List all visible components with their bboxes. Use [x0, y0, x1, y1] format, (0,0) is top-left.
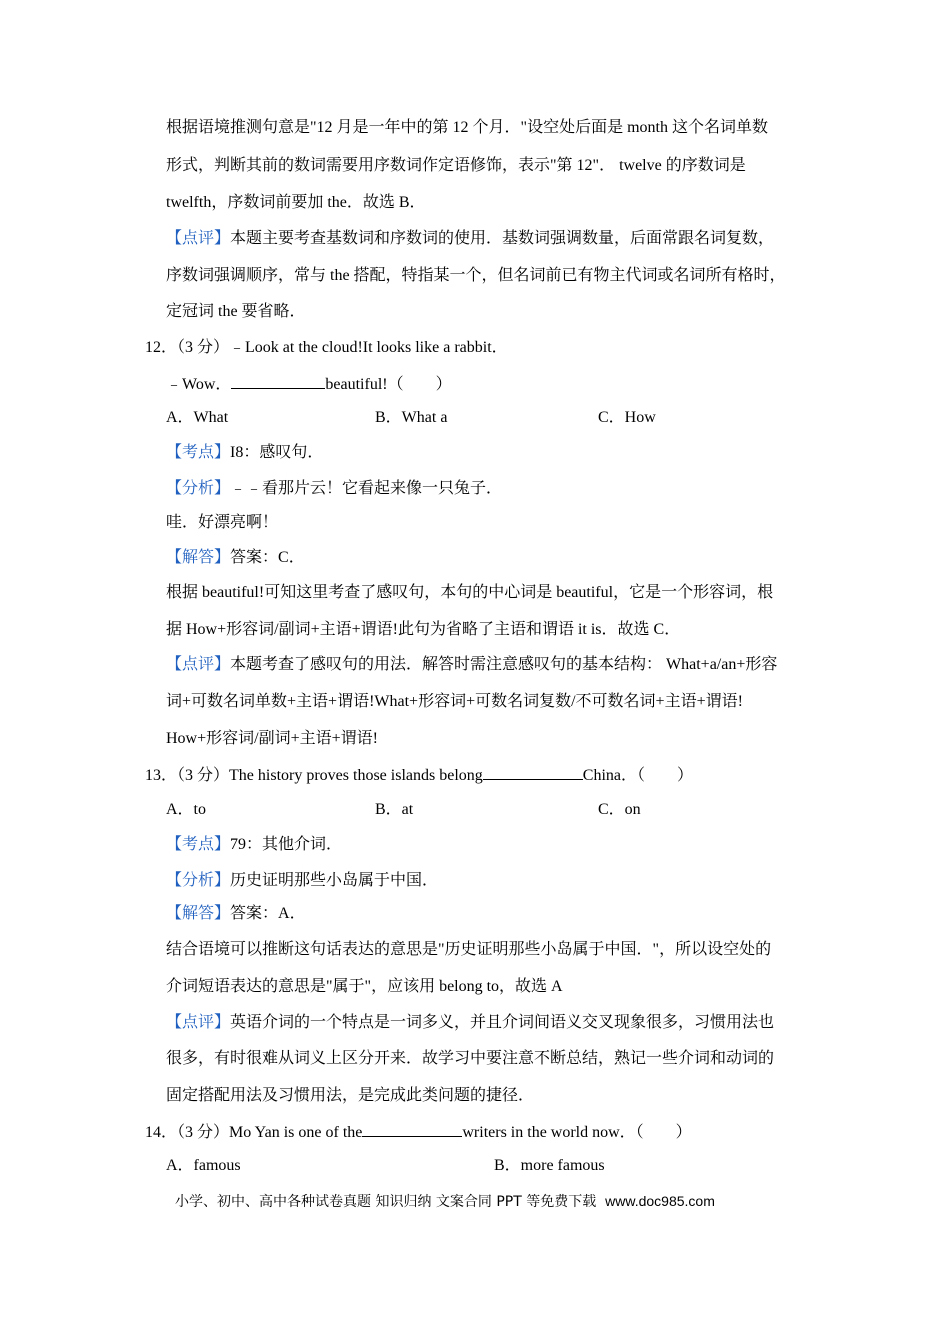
jieda-text: 答案：A． [230, 905, 306, 922]
q11-explain-line2: 形式，判断其前的数词需要用序数词作定语修饰，表示"第 12"． twelve 的序数词是 [166, 157, 746, 174]
kaodian-tag: 【考点】 [166, 836, 231, 853]
stem-post: beautiful!（ ） [325, 376, 452, 393]
q13-stem [145, 764, 693, 786]
answer-blank [483, 764, 583, 780]
q11-comment-line2: 序数词强调顺序，常与 the 搭配，特指某一个，但名词前已有物主代词或名词所有格时， [166, 267, 786, 284]
q11-comment [166, 229, 774, 249]
question-number: 13． [145, 767, 178, 784]
fenxi-text: ﹣﹣看那片云！它看起来像一只兔子． [230, 480, 503, 497]
question-number: 14． [145, 1124, 178, 1141]
question-score: （3 分） [177, 1124, 230, 1141]
q12-fenxi [166, 479, 502, 499]
jieda-tag: 【解答】 [166, 549, 231, 566]
q13-explain-line1: 结合语境可以推断这句话表达的意思是"历史证明那些小岛属于中国．"，所以设空处的 [166, 941, 772, 958]
comment-tag: 【点评】 [166, 656, 231, 673]
q11-comment-line3: 定冠词 the 要省略． [166, 303, 306, 320]
question-score: （3 分） [177, 767, 230, 784]
q12-explain-line2: 据 How+形容词/副词+主语+谓语!此句为省略了主语和谓语 it is．故选 C． [166, 621, 681, 638]
comment-tag: 【点评】 [166, 1014, 231, 1031]
q13-option-c: C．on [598, 801, 641, 818]
answer-blank [231, 373, 325, 389]
fenxi-text: 历史证明那些小岛属于中国． [230, 872, 439, 889]
q14-stem [145, 1121, 692, 1143]
kaodian-text: I8：感叹句． [230, 444, 324, 461]
q13-comment-line3: 固定搭配用法及习惯用法，是完成此类问题的捷径． [166, 1087, 535, 1104]
q13-kaodian [166, 835, 342, 855]
jieda-tag: 【解答】 [166, 905, 231, 922]
jieda-text: 答案：C． [230, 549, 305, 566]
fenxi-tag: 【分析】 [166, 872, 231, 889]
q13-explain-line2: 介词短语表达的意思是"属于"，应该用 belong to，故选 A [166, 978, 563, 995]
q13-option-b: B．at [375, 801, 414, 818]
q12-explain-line1: 根据 beautiful!可知这里考查了感叹句，本句的中心词是 beautiful，它是一个形容词，根 [166, 584, 774, 601]
q12-stem [145, 338, 508, 358]
fenxi-tag: 【分析】 [166, 480, 231, 497]
comment-tag: 【点评】 [166, 230, 231, 247]
question-text: ﹣Look at the cloud!It looks like a rabbit． [229, 339, 508, 356]
comment-text: 英语介词的一个特点是一词多义，并且介词间语义交叉现象很多，习惯用法也 [230, 1014, 775, 1031]
q13-jieda [166, 904, 306, 924]
q12-comment [166, 655, 777, 675]
q12-option-c: C．How [598, 409, 656, 426]
q14-option-a: A．famous [166, 1157, 241, 1174]
stem-pre: ﹣Wow． [166, 376, 232, 393]
q12-option-a: A．What [166, 409, 229, 426]
stem-post: writers in the world now．（ ） [462, 1124, 692, 1141]
q11-explain-line1: 根据语境推测句意是"12 月是一年中的第 12 个月．"设空处后面是 month 这个名词单数 [166, 119, 768, 136]
q14-option-b: B．more famous [494, 1157, 605, 1174]
question-score: （3 分） [177, 339, 230, 356]
comment-text: 本题考查了感叹句的用法．解答时需注意感叹句的基本结构： What+a/an+形容 [230, 656, 778, 673]
q12-stem-line2 [166, 373, 452, 395]
kaodian-text: 79：其他介词． [230, 836, 343, 853]
stem-pre: The history proves those islands belong [229, 767, 483, 784]
q12-kaodian [166, 443, 323, 463]
question-number: 12． [145, 339, 178, 356]
q12-fenxi-line2: 哇．好漂亮啊！ [166, 514, 279, 531]
stem-pre: Mo Yan is one of the [229, 1124, 363, 1141]
q12-comment-line3: How+形容词/副词+主语+谓语! [166, 730, 378, 747]
kaodian-tag: 【考点】 [166, 444, 231, 461]
footer-text: 小学、初中、高中各种试卷真题 知识归纳 文案合同 PPT 等免费下载 [175, 1194, 597, 1210]
q13-comment [166, 1013, 774, 1033]
q13-comment-line2: 很多，有时很难从词义上区分开来．故学习中要注意不断总结，熟记一些介词和动词的 [166, 1050, 775, 1067]
stem-post: China．（ ） [582, 767, 694, 784]
q12-option-b: B．What a [375, 409, 448, 426]
footer-link[interactable]: www.doc985.com [605, 1193, 715, 1209]
q11-explain-line3: twelfth，序数词前要加 the．故选 B． [166, 194, 426, 211]
q12-jieda [166, 548, 305, 568]
answer-blank [362, 1121, 462, 1137]
q12-comment-line2: 词+可数名词单数+主语+谓语!What+形容词+可数名词复数/不可数名词+主语+谓语! [166, 693, 743, 710]
page-footer [175, 1191, 715, 1212]
q13-option-a: A．to [166, 801, 207, 818]
comment-text: 本题主要考查基数词和序数词的使用．基数词强调数量，后面常跟名词复数， [230, 230, 775, 247]
q13-fenxi [166, 871, 438, 891]
